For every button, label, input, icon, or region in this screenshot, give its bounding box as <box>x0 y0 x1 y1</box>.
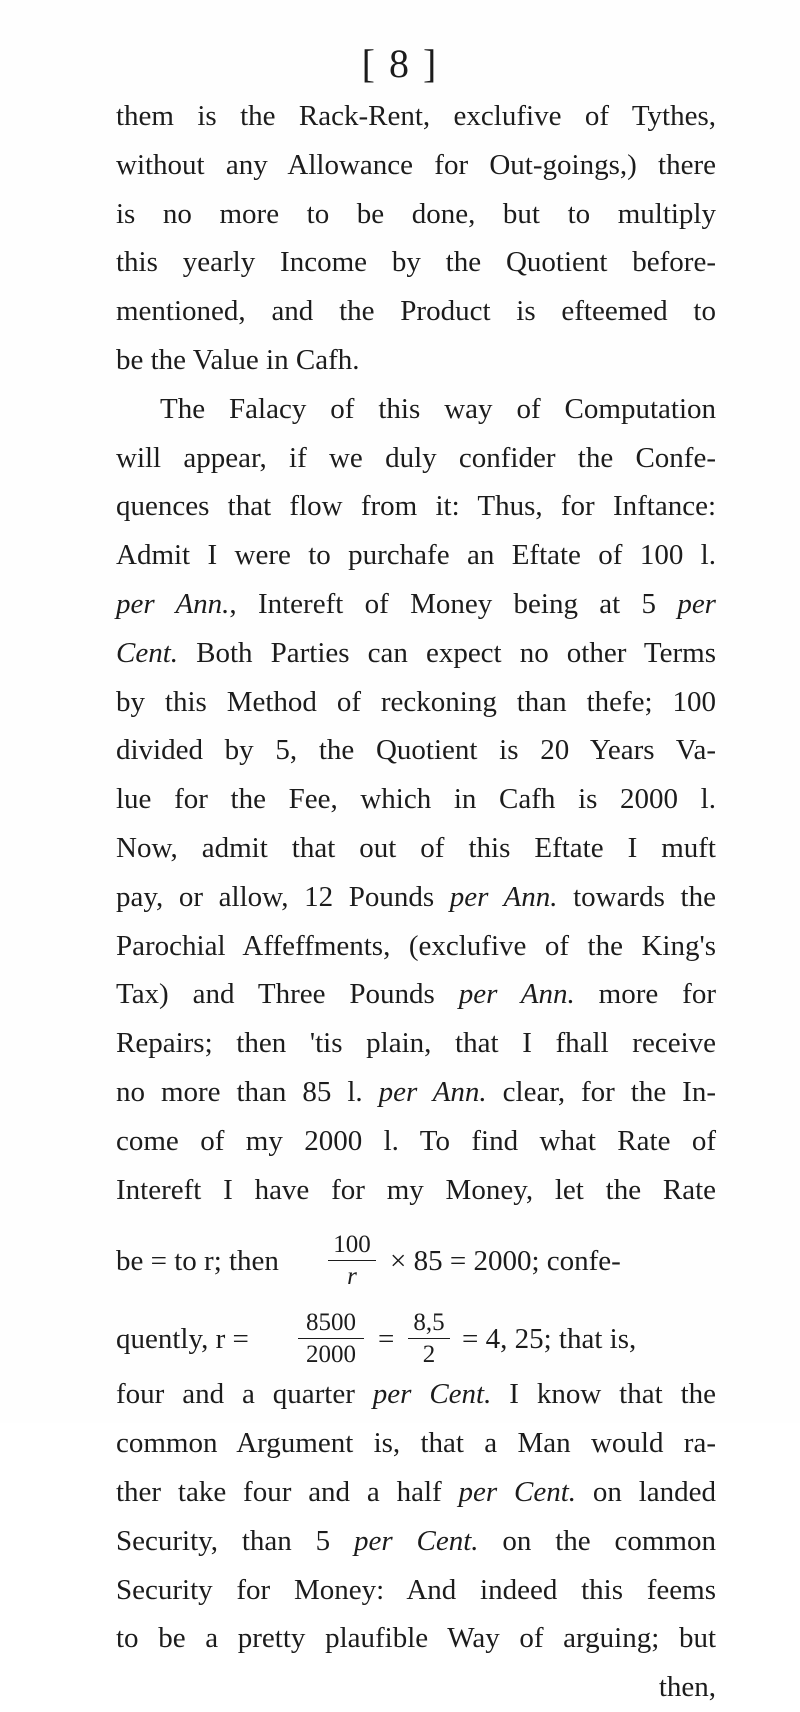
italic-text: per Ann. <box>116 587 230 620</box>
text-line: divided by 5, the Quotient is 20 Years Va- <box>116 734 716 767</box>
text-line: Intereft I have for my Money, let the Rate <box>116 1173 716 1206</box>
text-line: mentioned, and the Product is efteemed to <box>116 295 716 328</box>
fraction-denominator: 2000 <box>306 1341 356 1369</box>
fraction-bar <box>328 1260 376 1261</box>
text-run: on the common <box>478 1524 716 1557</box>
page-number: [ 8 ] <box>361 41 439 86</box>
text-run: four and a quarter <box>116 1378 373 1411</box>
text-line: lue for the Fee, which in Cafh is 2000 l. <box>116 783 716 816</box>
text-line: is no more to be done, but to multiply <box>116 197 716 230</box>
equation-lead: be = to r; then <box>116 1245 279 1278</box>
text-line: be the Value in Cafh. <box>116 343 360 376</box>
fraction-numerator: 8,5 <box>413 1309 445 1337</box>
equation-line-1 <box>116 1214 716 1292</box>
text-line <box>116 580 716 629</box>
text-line <box>116 1517 716 1566</box>
text-line <box>116 629 716 678</box>
fraction-numerator: 100 <box>333 1231 371 1259</box>
text-line <box>116 873 716 922</box>
fraction-8500-over-2000 <box>298 1310 364 1368</box>
body-text <box>116 92 716 1712</box>
text-line: Repairs; then 'tis plain, that I fhall receive <box>116 1027 716 1060</box>
text-line: to be a pretty plaufible Way of arguing; but <box>116 1622 716 1655</box>
italic-text: per <box>677 587 716 620</box>
text-run: more for <box>574 978 716 1011</box>
text-line <box>116 1468 716 1517</box>
fraction-denominator: r <box>347 1263 357 1291</box>
fraction-denominator: 2 <box>422 1341 436 1369</box>
text-line: will appear, if we duly confider the Confe- <box>116 441 716 474</box>
text-run: on landed <box>576 1475 716 1508</box>
text-run: Tax) and Three Pounds <box>116 978 459 1011</box>
text-run: Security, than 5 <box>116 1524 354 1557</box>
text-run: clear, for the In- <box>486 1075 716 1108</box>
equation-tail: × 85 = 2000; confe- <box>390 1245 621 1278</box>
equation-tail: = 4, 25; that is, <box>462 1323 637 1356</box>
italic-text: per Ann. <box>458 978 575 1011</box>
equation-lead: quently, r = <box>116 1323 249 1356</box>
text-run: towards the <box>557 880 716 913</box>
text-run: , Intereft of Money being at 5 <box>229 587 678 620</box>
italic-text: Cent. <box>116 636 179 669</box>
text-line: Parochial Affeffments, (exclufive of the King's <box>116 929 716 962</box>
fraction-bar <box>298 1338 364 1339</box>
text-line: this yearly Income by the Quotient before- <box>116 246 716 279</box>
text-line <box>116 1068 716 1117</box>
text-line: come of my 2000 l. To find what Rate of <box>116 1124 716 1157</box>
text-line: Now, admit that out of this Eftate I muft <box>116 831 716 864</box>
italic-text: per Ann. <box>449 880 558 913</box>
text-run: ther take four and a half <box>116 1475 459 1508</box>
fraction-bar <box>408 1338 450 1339</box>
text-line: common Argument is, that a Man would ra- <box>116 1427 716 1460</box>
text-run: pay, or allow, 12 Pounds <box>116 880 450 913</box>
italic-text: per Cent. <box>372 1378 492 1411</box>
text-run: Both Parties can expect no other Terms <box>178 636 716 669</box>
text-line: Security for Money: And indeed this feems <box>116 1573 716 1606</box>
italic-text: per Ann. <box>378 1075 487 1108</box>
fraction-numerator: 8500 <box>306 1309 356 1337</box>
text-line: quences that flow from it: Thus, for Inftance: <box>116 490 716 523</box>
text-line: by this Method of reckoning than thefe; 100 <box>116 685 716 718</box>
text-line <box>116 1370 716 1419</box>
text-line <box>116 970 716 1019</box>
italic-text: per Cent. <box>353 1524 479 1557</box>
fraction-85-over-2 <box>408 1310 450 1368</box>
fraction-100-over-r <box>328 1232 376 1290</box>
text-line: without any Allowance for Out-goings,) there <box>116 148 716 181</box>
italic-text: per Cent. <box>458 1475 577 1508</box>
text-run: no more than 85 l. <box>116 1075 379 1108</box>
equation-line-2 <box>116 1292 716 1370</box>
text-run: I know that the <box>491 1378 716 1411</box>
text-line: The Falacy of this way of Computation <box>160 392 716 425</box>
equals-sign: = <box>378 1323 395 1356</box>
text-line: Admit I were to purchafe an Eftate of 100 l. <box>116 539 716 572</box>
text-line: them is the Rack-Rent, exclufive of Tythes, <box>116 100 716 132</box>
catchword: then, <box>658 1671 716 1704</box>
